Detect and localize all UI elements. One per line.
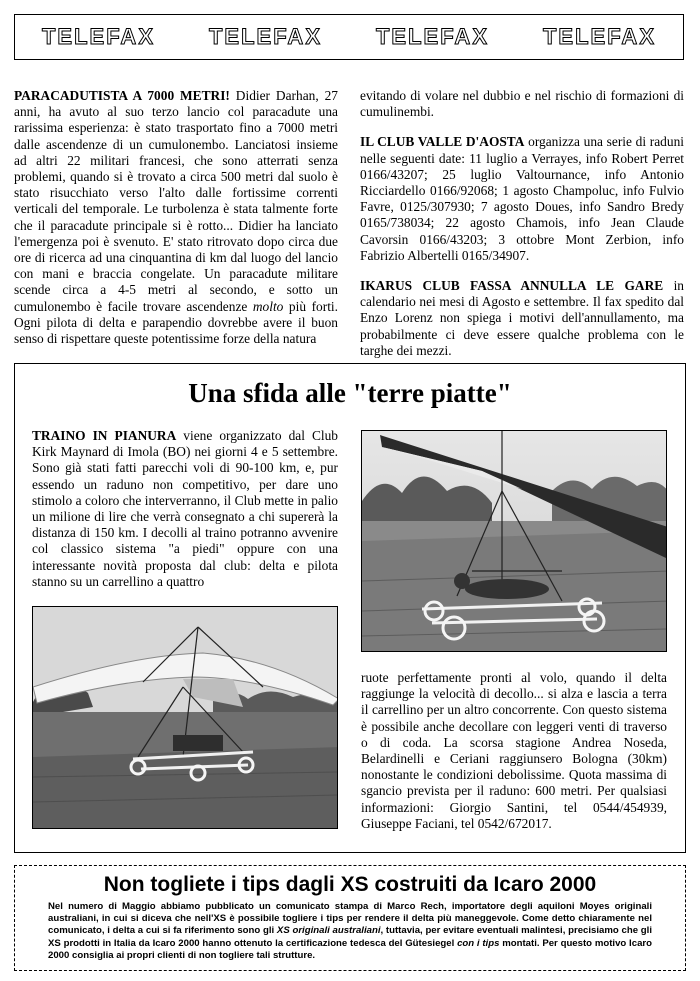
club-valle-aosta-headline: IL CLUB VALLE D'AOSTA: [360, 134, 525, 150]
notice-text: , tuttavia, per evitare eventuali malintesi, precisiamo che gli XS prodotti in Italia da Icaro 2000 hanno ottenuto la certificazione tedesca del Gütesiegel: [48, 925, 652, 949]
notice-emphasis: XS originali australiani: [276, 925, 381, 937]
paracadutista-text: Didier Darhan, 27 anni, ha avuto al suo terzo lancio col paracadute una rarissima esperienza: è stato trasportato fino a 7000 metri dalle ascendenze di un cumulonembo. Lanciatosi insieme ad altri 22 militari francesi, che sono atterrati senza problemi, quando si è trovato a circa 500 metri dal suolo è stato risucchiato verso l'alto dalle fortissime correnti verticali del temporale. Le turbolenza è stata talmente forte che il paracadute principale si è rotto... Didier ha lanciato l'emergenza poi è svenuto. E' stato ritrovato dopo circa due ore di ricerca ad una cinquantina di km dal luogo del lancio con mani e braccia congelate. Un paracadute militare scende circa a 4-5 metri al secondo, e sotto un cumulonembo è facile trovare ascendenze: [14, 88, 338, 314]
club-valle-aosta-paragraph: [360, 134, 684, 264]
club-valle-aosta-text: organizza una serie di raduni nelle seguenti date: 11 luglio a Verrayes, info Robert Perret 0166/43207; 25 luglio Valtournance, info Antonio Ricciardello 0166/92068; 1 agosto Champoluc, info Fulvio Favre, 0125/307930; 7 agosto Doues, info Sandro Bredy 0165/738034; 22 agosto Chamois, info Jean Claude Cavorsin 0166/43203; 3 ottobre Mont Zerbion, info Fabrizio Albertelli 0165/34907.: [360, 134, 684, 263]
notice-title: Non togliete i tips dagli XS costruiti da Icaro 2000: [103, 873, 597, 896]
hang-glider-field-illustration: [33, 607, 338, 829]
news-right-column: [360, 88, 684, 359]
paracadutista-headline: PARACADUTISTA A 7000 METRI!: [14, 88, 230, 103]
hang-glider-trolley-photo: [361, 430, 667, 652]
telefax-label: TELEFAX: [542, 24, 656, 49]
notice-text: montati. Per questo motivo Icaro 2000 consiglia ai propri clienti di non togliere tali strutture.: [48, 937, 652, 961]
ikarus-club-text: in calendario nei mesi di Agosto e settembre. Il fax spedito dal Enzo Lorenz non spiega i motivi dell'annullamento, ma probabilmente ci deve essere qualche problema con le targhe dei mezzi.: [360, 278, 685, 358]
feature-title: Una sfida alle "terre piatte": [188, 378, 512, 408]
paracadutista-continuation: evitando di volare nel dubbio e nel rischio di formazioni di cumulinembi.: [360, 88, 684, 120]
news-left-column: [14, 88, 338, 347]
notice-body: [48, 901, 652, 962]
hang-glider-field-photo: [32, 606, 338, 829]
paracadutista-text-end: più forti. Ogni pilota di delta e parapendio dovrebbe avere il buon senso di rispettare queste potentissime forze della natura: [14, 298, 338, 347]
feature-text-column-2: [361, 670, 667, 832]
traino-headline: TRAINO IN PIANURA: [32, 428, 177, 443]
notice-emphasis: con i tips: [457, 937, 500, 949]
feature-text-column-1: [32, 428, 338, 590]
telefax-label: TELEFAX: [41, 24, 155, 49]
telefax-label: TELEFAX: [375, 24, 489, 49]
ikarus-club-paragraph: [360, 278, 684, 359]
telefax-banner: [14, 14, 684, 60]
traino-text: viene organizzato dal Club Kirk Maynard di Imola (BO) nei giorni 4 e 5 settembre. Sono già stati fatti parecchi voli di 90-100 km, e, pur essendo un raduno non competitivo, per dare uno stimolo a coloro che interverranno, il Club mette in palio un milione di lire che verrà consegnato a chi supererà la distanza di 150 km. I decolli al traino potranno avvenire col classico sistema "a piedi" oppure con una interessante novità proposta dal club: delta e pilota stanno su un carrellino a quattro: [32, 428, 338, 589]
ikarus-club-headline: IKARUS CLUB FASSA ANNULLA LE GARE: [360, 278, 664, 294]
hang-glider-trolley-illustration: [362, 431, 667, 652]
traino-text-continued: ruote perfettamente pronti al volo, quando il delta raggiunge la velocità di decollo... si alza e lascia a terra il carrellino per un altro concorrente. Con questo sistema è possibile anche decollare con leggeri venti di traverso o di coda. La scorsa stagione Andrea Noseda, Belardinelli e Ceriani raggiunsero Bologna (30km) nonostante le condizioni debolissime. Quota massima di sgancio prevista per il raduno: 600 metri. Per qualsiasi informazioni: Giorgio Santini, tel 0544/454939, Giuseppe Faciani, tel 0542/672017.: [361, 670, 667, 831]
emphasis-word: molto: [252, 298, 284, 314]
telefax-label: TELEFAX: [208, 24, 322, 49]
notice-text: Nel numero di Maggio abbiamo pubblicato un comunicato stampa di Marco Rech, importatore degli aquiloni Moyes originali australiani, in cui si diceva che nell'XS è possibile togliere i tips per rendere il delta più maneggevole. Come detto chiaramente nel comunicato, i delta a cui si fa riferimento sono gli: [48, 901, 652, 937]
